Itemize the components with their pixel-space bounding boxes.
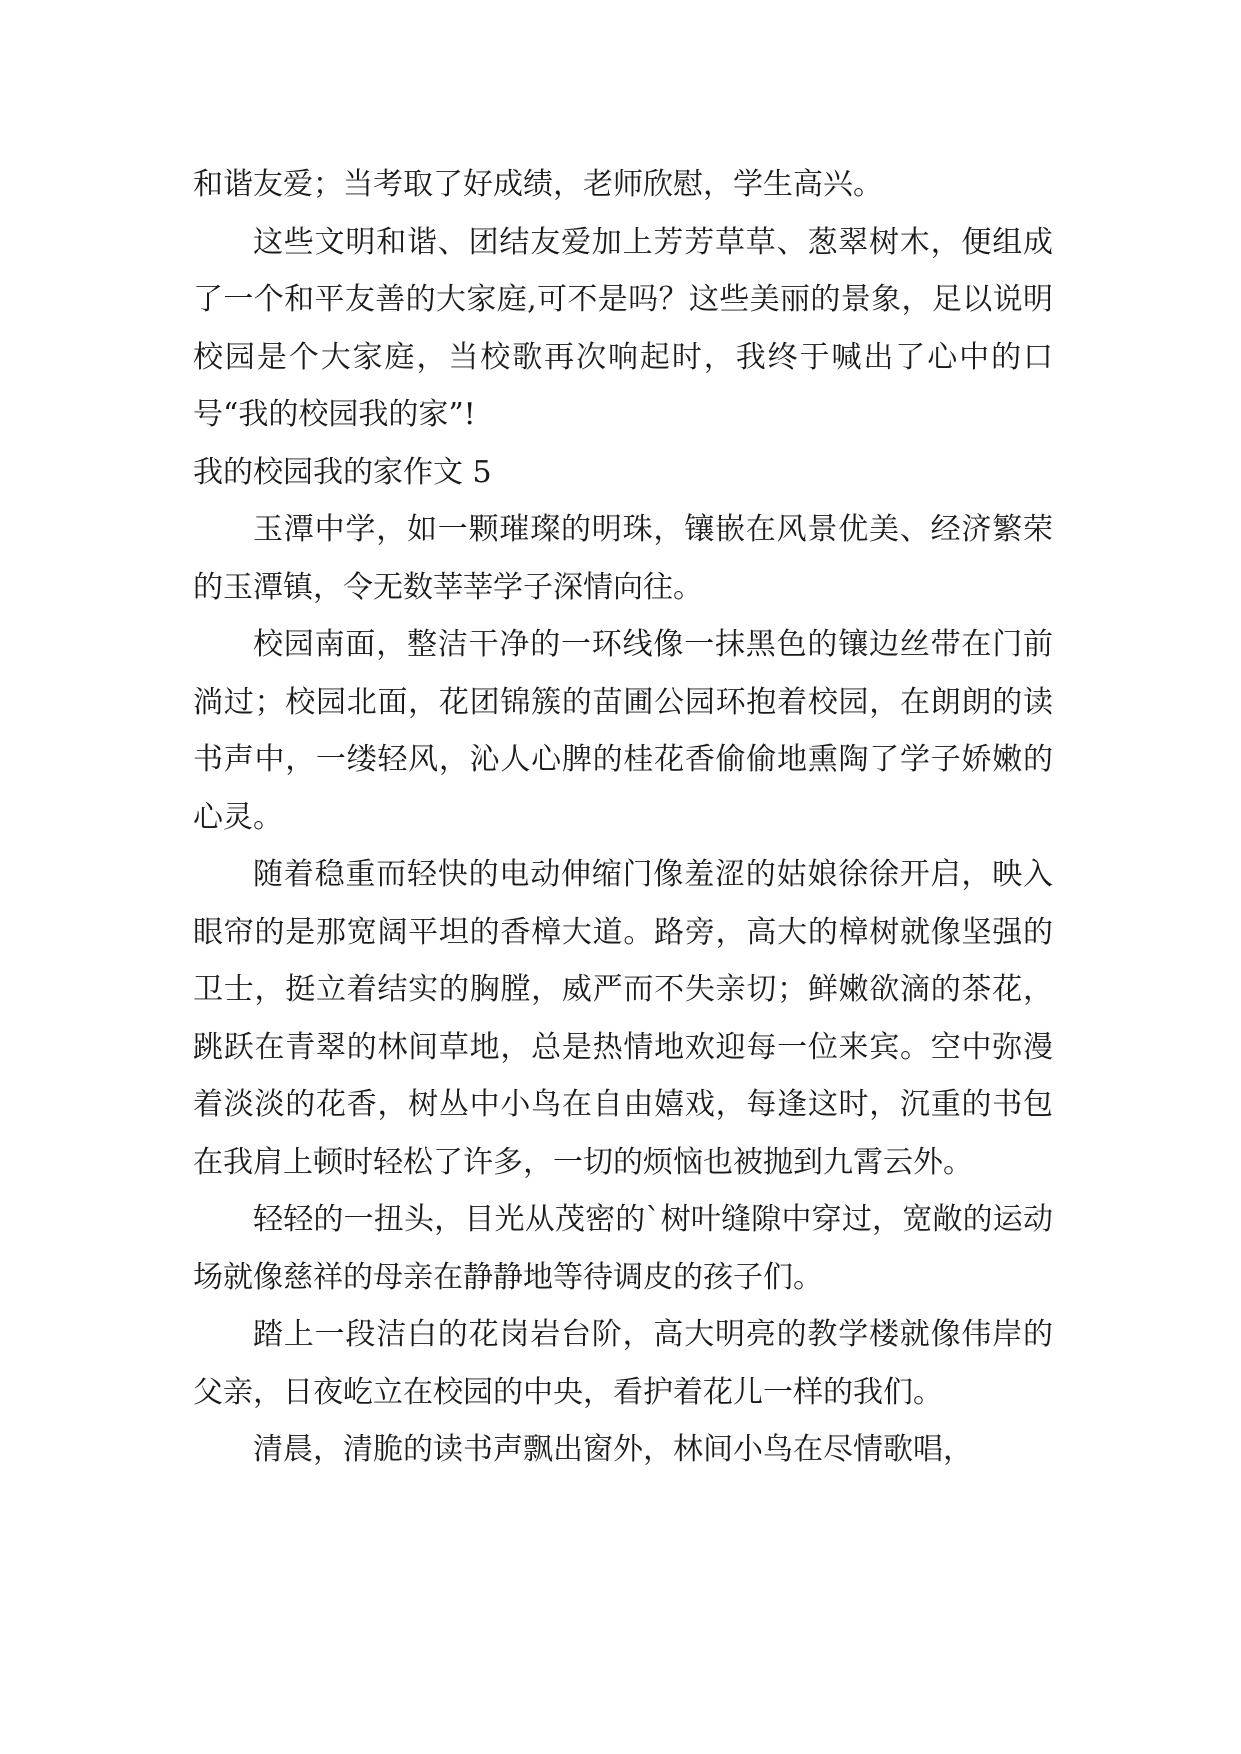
paragraph: 校园南面，整洁干净的一环线像一抹黑色的镶边丝带在门前淌过；校园北面，花团锦簇的苗圃公园环抱着校园，在朗朗的读书声中，一缕轻风，沁人心脾的桂花香偷偷地熏陶了学子娇嫩的心灵。 bbox=[193, 627, 1053, 835]
paragraph: 轻轻的一扭头，目光从茂密的`树叶缝隙中穿过，宽敞的运动场就像慈祥的母亲在静静地等待调皮的孩子们。 bbox=[193, 1202, 1053, 1295]
paragraph: 清晨，清脆的读书声飘出窗外，林间小鸟在尽情歌唱， bbox=[253, 1432, 973, 1467]
paragraph: 随着稳重而轻快的电动伸缩门像羞涩的姑娘徐徐开启，映入眼帘的是那宽阔平坦的香樟大道。路旁，高大的樟树就像坚强的卫士，挺立着结实的胸膛，威严而不失亲切；鲜嫩欲滴的茶花，跳跃在青翠的林间草地，总是热情地欢迎每一位来宾。空中弥漫着淡淡的花香，树丛中小鸟在自由嬉戏，每逢这时，沉重的书包在我肩上顿时轻松了许多，一切的烦恼也被抛到九霄云外。 bbox=[193, 857, 1053, 1180]
essay-title: 我的校园我的家作文 5 bbox=[193, 454, 492, 490]
document-body bbox=[193, 156, 1053, 1479]
paragraph-continuation: 和谐友爱；当考取了好成绩，老师欣慰，学生高兴。 bbox=[193, 167, 883, 202]
paragraph: 这些文明和谐、团结友爱加上芳芳草草、葱翠树木，便组成了一个和平友善的大家庭,可不是吗？这些美丽的景象，足以说明校园是个大家庭，当校歌再次响起时，我终于喊出了心中的口号“我的校园我的家”! bbox=[193, 224, 1053, 432]
paragraph: 踏上一段洁白的花岗岩台阶，高大明亮的教学楼就像伟岸的父亲，日夜屹立在校园的中央，看护着花儿一样的我们。 bbox=[193, 1317, 1053, 1410]
paragraph: 玉潭中学，如一颗璀璨的明珠，镶嵌在风景优美、经济繁荣的玉潭镇，令无数莘莘学子深情向往。 bbox=[193, 512, 1053, 605]
